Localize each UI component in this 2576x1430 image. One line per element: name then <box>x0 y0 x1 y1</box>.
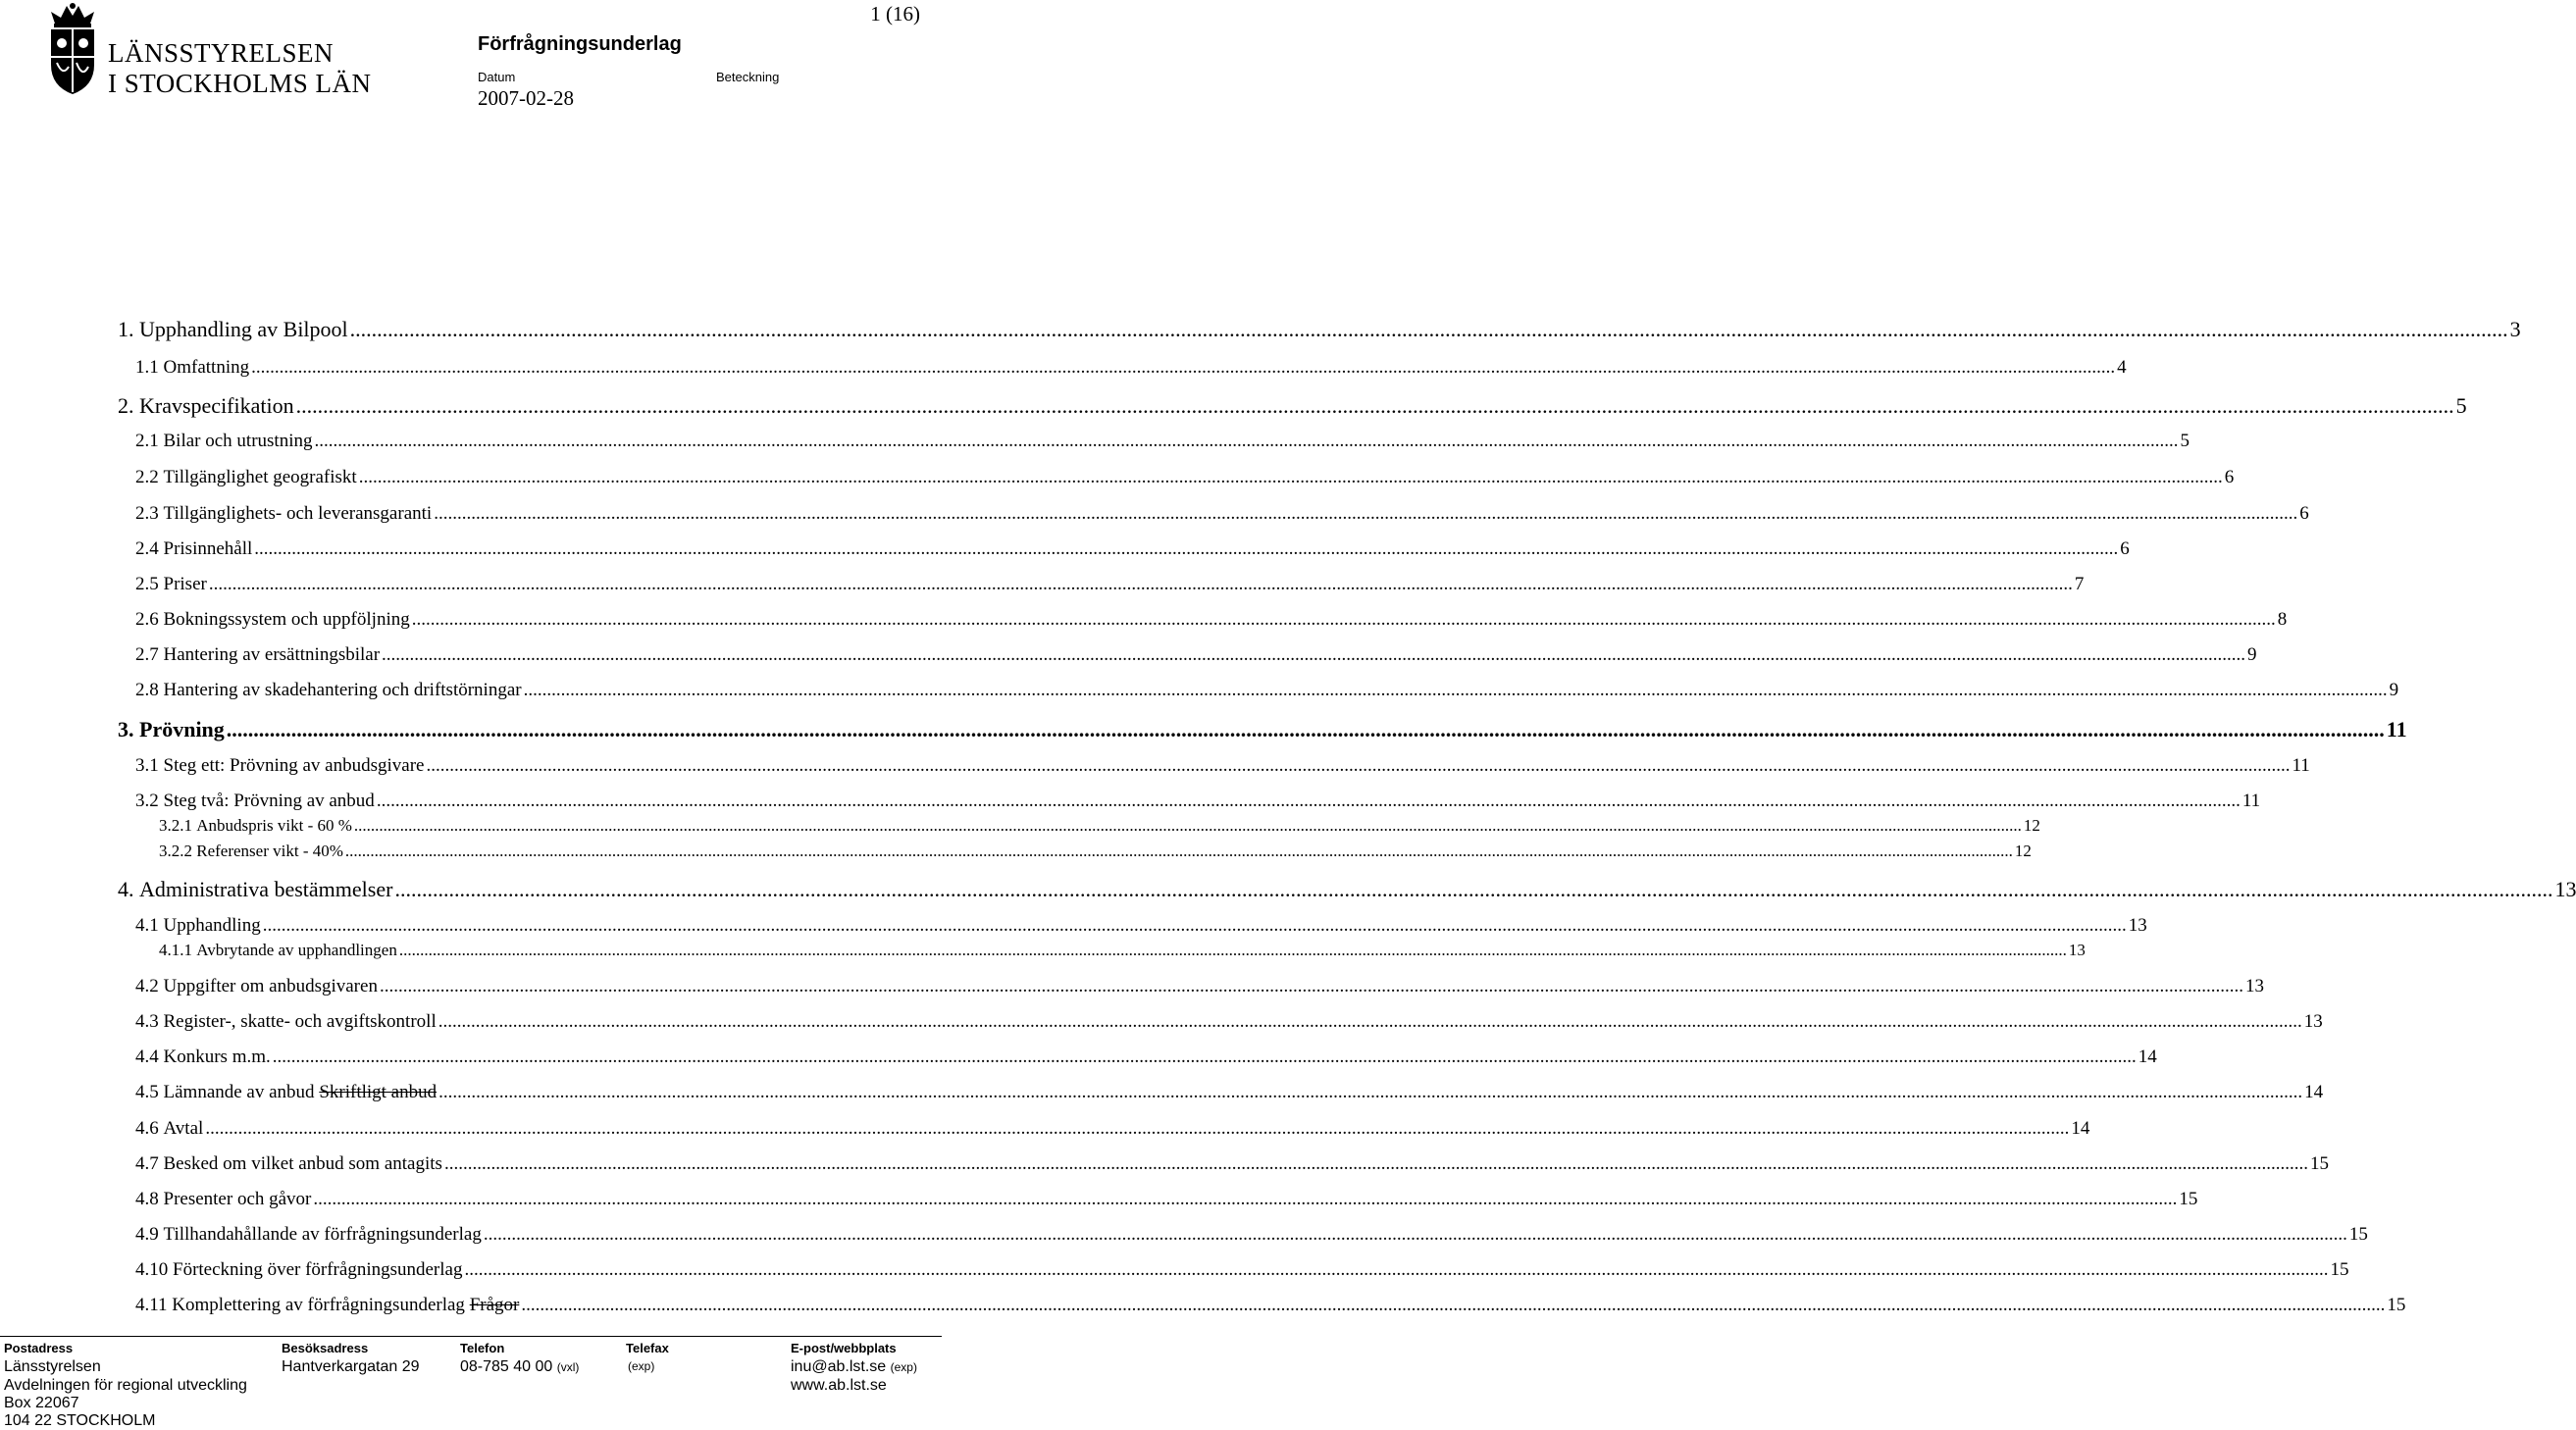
toc-entry-number: 2.2 <box>135 467 159 487</box>
toc-entry-title: Referenser vikt - 40% <box>196 842 343 860</box>
toc-entry-number: 4.1.1 <box>159 941 192 959</box>
toc-entry-number: 3.2.1 <box>159 816 192 835</box>
toc-entry-page: 6 <box>2299 503 2309 524</box>
toc-leader-dots: ................................................................................................................................................................................................................................................................................................................................................................................................................ <box>272 1047 2137 1067</box>
toc-entry-number: 3.2.2 <box>159 842 192 860</box>
toc-entry[interactable] <box>135 791 2261 812</box>
toc-entry-number: 2.1 <box>135 431 159 451</box>
toc-entry-page: 13 <box>2068 941 2086 959</box>
toc-entry[interactable] <box>135 1224 2368 1246</box>
toc-entry-number: 2.4 <box>135 538 159 559</box>
toc-entry[interactable] <box>135 431 2190 452</box>
toc-entry-title: Anbudspris vikt - 60 % <box>196 816 352 835</box>
toc-entry-title: Avtal <box>163 1118 204 1139</box>
toc-entry[interactable] <box>135 976 2264 997</box>
toc-entry[interactable] <box>159 816 2040 836</box>
toc-entry-number: 4.10 <box>135 1259 169 1280</box>
toc-entry-number: 4.5 <box>135 1082 159 1102</box>
toc-entry[interactable] <box>135 574 2085 595</box>
toc-leader-dots: ................................................................................................................................................................................................................................................................................................................................................................................................................ <box>426 755 2291 776</box>
toc-leader-dots: ................................................................................................................................................................................................................................................................................................................................................................................................................ <box>262 915 2127 936</box>
toc-entry-title: Register-, skatte- och avgiftskontroll <box>163 1011 437 1032</box>
toc-entry-page: 11 <box>2241 791 2261 811</box>
lansstyrelsen-logo <box>43 2 372 98</box>
toc-entry-page: 8 <box>2277 609 2288 630</box>
toc-leader-dots: ................................................................................................................................................................................................................................................................................................................................................................................................................ <box>295 393 2454 418</box>
toc-entry-page: 9 <box>2389 680 2399 700</box>
toc-entry[interactable] <box>135 503 2309 525</box>
toc-entry[interactable] <box>118 317 2521 342</box>
toc-leader-dots: ................................................................................................................................................................................................................................................................................................................................................................................................................ <box>382 644 2246 665</box>
toc-leader-dots: ................................................................................................................................................................................................................................................................................................................................................................................................................ <box>226 717 2385 741</box>
toc-entry-number: 1.1 <box>135 357 159 378</box>
toc-entry-title: Steg ett: Prövning av anbudsgivare <box>163 755 425 776</box>
toc-leader-dots: ................................................................................................................................................................................................................................................................................................................................................................................................................ <box>313 1189 2178 1209</box>
toc-entry[interactable] <box>135 1082 2324 1103</box>
toc-entry-number: 2.7 <box>135 644 159 665</box>
toc-leader-dots: ................................................................................................................................................................................................................................................................................................................................................................................................................ <box>205 1118 2070 1139</box>
toc-entry-title: Förteckning över förfrågningsunderlag <box>173 1259 463 1280</box>
reference-label: Beteckning <box>716 70 780 84</box>
toc-entry-number: 1. <box>118 317 134 341</box>
date-value: 2007-02-28 <box>478 86 574 110</box>
toc-leader-dots: ................................................................................................................................................................................................................................................................................................................................................................................................................ <box>464 1259 2329 1280</box>
toc-entry[interactable] <box>135 1189 2198 1210</box>
toc-leader-dots: ................................................................................................................................................................................................................................................................................................................................................................................................................ <box>344 842 2013 860</box>
toc-entry-title: Besked om vilket anbud som antagits <box>163 1153 442 1174</box>
toc-entry-page: 15 <box>2348 1224 2368 1245</box>
toc-leader-dots: ................................................................................................................................................................................................................................................................................................................................................................................................................ <box>358 467 2223 487</box>
toc-leader-dots: ................................................................................................................................................................................................................................................................................................................................................................................................................ <box>251 357 2116 378</box>
toc-entry-number: 4.2 <box>135 976 159 996</box>
toc-entry[interactable] <box>159 842 2032 861</box>
toc-entry-page: 13 <box>2554 877 2576 901</box>
toc-entry-page: 4 <box>2117 357 2127 378</box>
toc-entry-title: Uppgifter om anbudsgivaren <box>163 976 378 996</box>
toc-entry-number: 3.2 <box>135 791 159 811</box>
logo-line-2: I STOCKHOLMS LÄN <box>108 69 372 98</box>
toc-entry-number: 3. <box>118 717 134 741</box>
toc-leader-dots: ................................................................................................................................................................................................................................................................................................................................................................................................................ <box>483 1224 2347 1245</box>
coat-of-arms-icon <box>43 2 102 96</box>
toc-entry[interactable] <box>135 644 2257 666</box>
page-number: 1 (16) <box>870 2 920 26</box>
toc-entry-page: 11 <box>2292 755 2310 776</box>
toc-leader-dots: ................................................................................................................................................................................................................................................................................................................................................................................................................ <box>394 877 2553 901</box>
footer-divider <box>0 1336 942 1337</box>
toc-entry-page: 12 <box>2023 816 2040 835</box>
toc-entry-number: 4.7 <box>135 1153 159 1174</box>
toc-entry-page: 7 <box>2074 574 2085 594</box>
toc-entry-number: 4.8 <box>135 1189 159 1209</box>
toc-leader-dots: ................................................................................................................................................................................................................................................................................................................................................................................................................ <box>443 1153 2308 1174</box>
telefon-label: Telefon <box>460 1341 505 1355</box>
telefon-suffix: (vxl) <box>556 1360 580 1374</box>
toc-leader-dots: ................................................................................................................................................................................................................................................................................................................................................................................................................ <box>521 1295 2386 1315</box>
toc-entry-title: Administrativa bestämmelser <box>139 877 393 901</box>
toc-entry-title: Upphandling <box>163 915 261 936</box>
toc-entry-title: Lämnande av anbud <box>163 1082 320 1102</box>
toc-entry-struck-text: Frågor <box>469 1295 520 1315</box>
toc-entry-number: 4.3 <box>135 1011 159 1032</box>
toc-entry-page: 13 <box>2303 1011 2323 1032</box>
epost-suffix: (exp) <box>890 1360 917 1374</box>
toc-entry-title: Hantering av skadehantering och driftstörningar <box>163 680 522 700</box>
toc-entry[interactable] <box>135 915 2147 937</box>
toc-entry-page: 6 <box>2224 467 2235 487</box>
toc-entry[interactable] <box>118 717 2407 742</box>
toc-entry[interactable] <box>135 1295 2406 1316</box>
toc-entry-struck-text: Skriftligt anbud <box>319 1082 438 1102</box>
telefax-value: (exp) <box>628 1359 655 1373</box>
toc-entry-title: Tillhandahållande av förfrågningsunderlag <box>163 1224 482 1245</box>
toc-entry-title: Kravspecifikation <box>139 393 294 418</box>
toc-entry-page: 13 <box>2128 915 2147 936</box>
toc-entry-page: 12 <box>2014 842 2032 860</box>
toc-leader-dots: ................................................................................................................................................................................................................................................................................................................................................................................................................ <box>411 609 2276 630</box>
epost-label: E-post/webbplats <box>791 1341 897 1355</box>
toc-entry[interactable] <box>135 1259 2349 1281</box>
toc-entry-number: 2. <box>118 393 134 418</box>
toc-entry[interactable] <box>135 1153 2329 1175</box>
toc-entry[interactable] <box>159 941 2086 960</box>
toc-entry[interactable] <box>135 755 2310 777</box>
toc-entry-title: Steg två: Prövning av anbud <box>163 791 375 811</box>
toc-leader-dots: ................................................................................................................................................................................................................................................................................................................................................................................................................ <box>523 680 2388 700</box>
toc-leader-dots: ................................................................................................................................................................................................................................................................................................................................................................................................................ <box>434 503 2298 524</box>
toc-entry-title: Upphandling av Bilpool <box>139 317 348 341</box>
toc-entry-page: 14 <box>2304 1082 2324 1102</box>
web-address[interactable]: www.ab.lst.se <box>791 1377 887 1394</box>
toc-entry-number: 2.5 <box>135 574 159 594</box>
toc-entry[interactable] <box>135 1047 2157 1068</box>
toc-entry-number: 3.1 <box>135 755 159 776</box>
toc-entry-title: Komplettering av förfrågningsunderlag <box>172 1295 470 1315</box>
toc-entry-title: Bokningssystem och uppföljning <box>163 609 410 630</box>
toc-entry-page: 6 <box>2120 538 2130 559</box>
epost-address[interactable]: inu@ab.lst.se <box>791 1358 887 1375</box>
toc-entry-page: 15 <box>2387 1295 2406 1315</box>
toc-entry-number: 4.6 <box>135 1118 159 1139</box>
telefon-number: 08-785 40 00 <box>460 1358 553 1375</box>
toc-entry-number: 4.1 <box>135 915 159 936</box>
toc-entry-page: 15 <box>2179 1189 2198 1209</box>
postadress-label: Postadress <box>4 1341 74 1355</box>
toc-entry-page: 15 <box>2330 1259 2349 1280</box>
toc-entry-page: 15 <box>2309 1153 2329 1174</box>
toc-entry-number: 4.4 <box>135 1047 159 1067</box>
date-label: Datum <box>478 70 516 84</box>
postadress-line-2: Avdelningen för regional utveckling <box>4 1377 247 1394</box>
toc-entry-title: Priser <box>163 574 207 594</box>
postadress-line-3: Box 22067 <box>4 1395 79 1411</box>
besoksadress-value: Hantverkargatan 29 <box>282 1358 420 1375</box>
toc-entry-number: 2.6 <box>135 609 159 630</box>
toc-entry-number: 2.3 <box>135 503 159 524</box>
postadress-line-4: 104 22 STOCKHOLM <box>4 1412 156 1429</box>
toc-entry-title: Prisinnehåll <box>163 538 253 559</box>
toc-leader-dots: ................................................................................................................................................................................................................................................................................................................................................................................................................ <box>353 816 2022 835</box>
toc-leader-dots: ................................................................................................................................................................................................................................................................................................................................................................................................................ <box>314 431 2179 451</box>
toc-entry[interactable] <box>135 357 2127 379</box>
toc-entry-title: Bilar och utrustning <box>163 431 313 451</box>
toc-entry-page: 5 <box>2180 431 2190 451</box>
toc-entry-number: 4.9 <box>135 1224 159 1245</box>
toc-entry-title: Omfattning <box>163 357 250 378</box>
toc-entry-page: 14 <box>2138 1047 2157 1067</box>
toc-entry[interactable] <box>118 877 2576 902</box>
toc-entry[interactable] <box>135 609 2288 631</box>
toc-entry-title: Tillgänglighets- och leveransgaranti <box>163 503 433 524</box>
toc-entry-title: Avbrytande av upphandlingen <box>196 941 397 959</box>
toc-leader-dots: ................................................................................................................................................................................................................................................................................................................................................................................................................ <box>379 976 2243 996</box>
toc-entry-title: Presenter och gåvor <box>163 1189 312 1209</box>
toc-entry-page: 5 <box>2455 393 2467 418</box>
toc-entry-number: 4. <box>118 877 134 901</box>
toc-entry[interactable] <box>135 467 2235 488</box>
toc-leader-dots: ................................................................................................................................................................................................................................................................................................................................................................................................................ <box>398 941 2067 959</box>
toc-leader-dots: ................................................................................................................................................................................................................................................................................................................................................................................................................ <box>438 1011 2302 1032</box>
toc-entry[interactable] <box>135 680 2399 701</box>
toc-entry[interactable] <box>135 1011 2323 1033</box>
toc-entry-page: 13 <box>2244 976 2264 996</box>
toc-entry-page: 3 <box>2509 317 2521 341</box>
toc-leader-dots: ................................................................................................................................................................................................................................................................................................................................................................................................................ <box>254 538 2119 559</box>
toc-leader-dots: ................................................................................................................................................................................................................................................................................................................................................................................................................ <box>438 1082 2303 1102</box>
toc-entry-page: 14 <box>2071 1118 2090 1139</box>
telefon-value <box>460 1358 579 1376</box>
toc-entry-title: Tillgänglighet geografiskt <box>163 467 357 487</box>
toc-leader-dots: ................................................................................................................................................................................................................................................................................................................................................................................................................ <box>208 574 2073 594</box>
toc-entry-title: Hantering av ersättningsbilar <box>163 644 381 665</box>
toc-entry[interactable] <box>118 393 2467 419</box>
toc-entry-title: Konkurs m.m. <box>163 1047 271 1067</box>
toc-leader-dots: ................................................................................................................................................................................................................................................................................................................................................................................................................ <box>349 317 2508 341</box>
toc-entry[interactable] <box>135 538 2130 560</box>
toc-entry-number: 4.11 <box>135 1295 168 1315</box>
toc-entry-page: 11 <box>2386 717 2407 741</box>
postadress-line-1: Länsstyrelsen <box>4 1358 101 1375</box>
logo-line-1: LÄNSSTYRELSEN <box>108 38 335 68</box>
toc-entry-page: 9 <box>2247 644 2257 665</box>
epost-value <box>791 1358 917 1376</box>
besoksadress-label: Besöksadress <box>282 1341 369 1355</box>
telefax-label: Telefax <box>626 1341 669 1355</box>
toc-entry-number: 2.8 <box>135 680 159 700</box>
toc-entry[interactable] <box>135 1118 2090 1140</box>
toc-leader-dots: ................................................................................................................................................................................................................................................................................................................................................................................................................ <box>376 791 2241 811</box>
toc-entry-title: Prövning <box>139 717 225 741</box>
document-type: Förfrågningsunderlag <box>478 33 682 55</box>
